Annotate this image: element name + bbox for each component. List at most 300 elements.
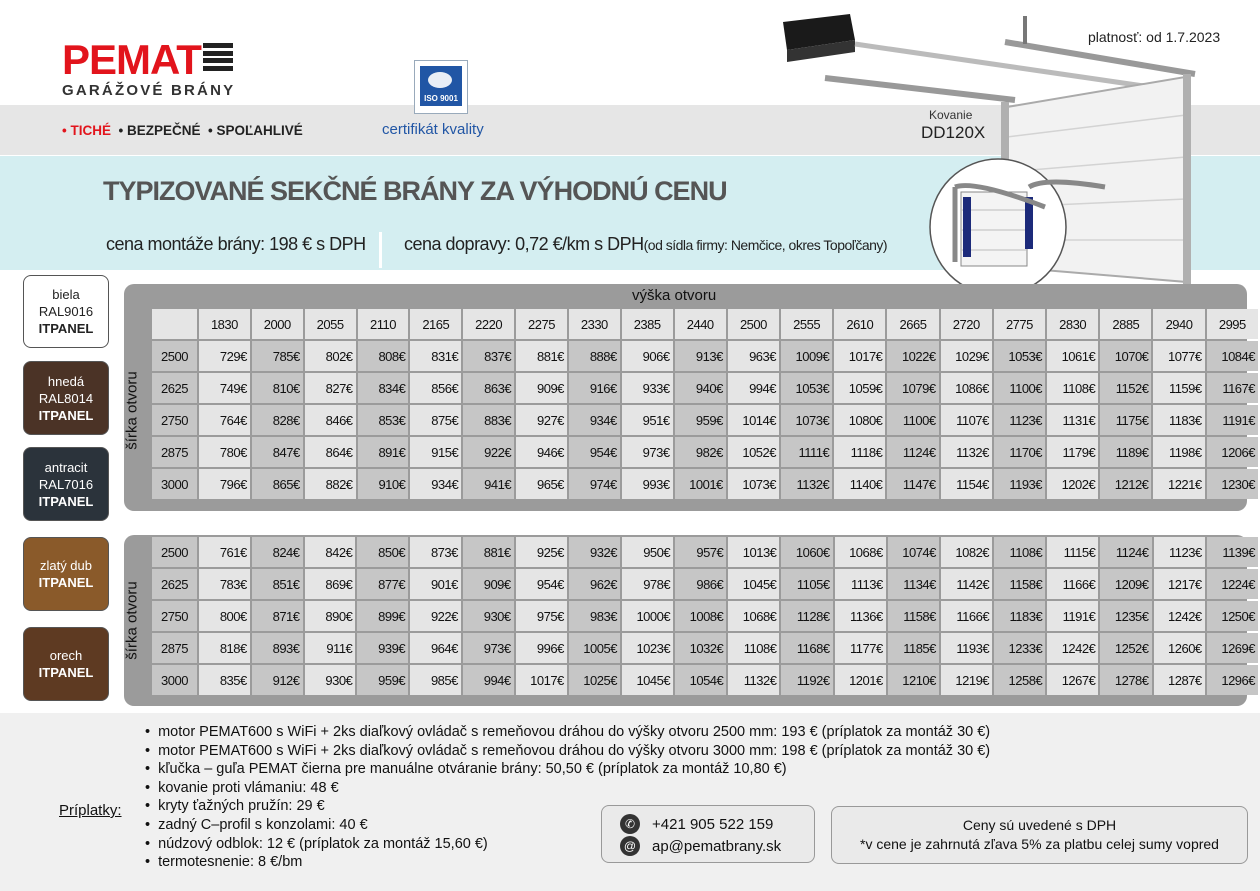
price-cell: 915€ bbox=[410, 437, 461, 467]
price-cell: 842€ bbox=[305, 537, 356, 567]
iso-certificate-badge bbox=[414, 60, 468, 114]
price-cell: 783€ bbox=[199, 569, 250, 599]
price-cell: 934€ bbox=[410, 469, 461, 499]
swatch-code: RAL8014 bbox=[38, 390, 94, 406]
height-header: 2940 bbox=[1153, 309, 1204, 339]
table-row bbox=[152, 665, 1258, 695]
price-cell: 939€ bbox=[357, 633, 408, 663]
price-cell: 1073€ bbox=[781, 405, 832, 435]
price-cell: 1210€ bbox=[888, 665, 939, 695]
width-header: 2750 bbox=[152, 405, 197, 435]
price-cell: 1001€ bbox=[675, 469, 726, 499]
brand-subtitle: GARÁŽOVÉ BRÁNY bbox=[62, 82, 236, 99]
price-cell: 856€ bbox=[410, 373, 461, 403]
price-cell: 834€ bbox=[358, 373, 409, 403]
price-cell: 1140€ bbox=[834, 469, 885, 499]
price-cell: 899€ bbox=[357, 601, 408, 631]
price-cell: 946€ bbox=[516, 437, 567, 467]
height-header: 2440 bbox=[675, 309, 726, 339]
logo-bars-icon bbox=[203, 43, 233, 77]
price-cell: 846€ bbox=[305, 405, 356, 435]
price-cell: 933€ bbox=[622, 373, 673, 403]
price-cell: 1059€ bbox=[834, 373, 885, 403]
price-cell: 1079€ bbox=[887, 373, 938, 403]
height-header-row bbox=[152, 309, 1258, 339]
price-cell: 994€ bbox=[463, 665, 514, 695]
price-cell: 1217€ bbox=[1154, 569, 1205, 599]
price-cell: 883€ bbox=[463, 405, 514, 435]
price-cell: 1068€ bbox=[728, 601, 779, 631]
price-cell: 1136€ bbox=[835, 601, 886, 631]
price-cell: 1175€ bbox=[1100, 405, 1151, 435]
list-item: • zadný C–profil s konzolami: 40 € bbox=[145, 816, 990, 835]
height-header: 2110 bbox=[358, 309, 409, 339]
price-cell: 1023€ bbox=[622, 633, 673, 663]
price-cell: 800€ bbox=[199, 601, 250, 631]
price-cell: 1000€ bbox=[622, 601, 673, 631]
price-cell: 993€ bbox=[622, 469, 673, 499]
extras-label: Príplatky: bbox=[59, 802, 122, 819]
swatch-name: zlatý dub bbox=[39, 558, 93, 573]
price-cell: 954€ bbox=[569, 437, 620, 467]
price-cell: 1198€ bbox=[1153, 437, 1204, 467]
phone-number: +421 905 522 159 bbox=[652, 815, 774, 833]
price-cell: 985€ bbox=[410, 665, 461, 695]
list-item: • motor PEMAT600 s WiFi + 2ks diaľkový ovládač s remeňovou dráhou do výšky otvoru 2500 mm: 193 € (príplatok za montáž 30 €) bbox=[145, 723, 990, 742]
certificate-text: certifikát kvality bbox=[382, 121, 484, 138]
price-cell: 909€ bbox=[516, 373, 567, 403]
price-cell: 871€ bbox=[252, 601, 303, 631]
price-cell: 909€ bbox=[463, 569, 514, 599]
price-note-box bbox=[831, 806, 1248, 864]
price-cell: 932€ bbox=[569, 537, 620, 567]
price-cell: 1209€ bbox=[1100, 569, 1151, 599]
price-cell: 881€ bbox=[463, 537, 514, 567]
phone-icon: ✆ bbox=[620, 814, 640, 834]
list-item: • núdzový odblok: 12 € (príplatok za montáž 15,60 €) bbox=[145, 835, 990, 854]
price-cell: 930€ bbox=[305, 665, 356, 695]
height-header: 2000 bbox=[252, 309, 303, 339]
height-header: 2555 bbox=[781, 309, 832, 339]
price-cell: 1108€ bbox=[728, 633, 779, 663]
price-cell: 1017€ bbox=[516, 665, 567, 695]
price-cell: 934€ bbox=[569, 405, 620, 435]
swatch-walnut bbox=[23, 627, 109, 701]
price-cell: 729€ bbox=[199, 341, 250, 371]
price-cell: 1185€ bbox=[888, 633, 939, 663]
price-cell: 824€ bbox=[252, 537, 303, 567]
slogan-3: SPOĽAHLIVÉ bbox=[216, 123, 303, 138]
price-cell: 1258€ bbox=[994, 665, 1045, 695]
price-cell: 1068€ bbox=[835, 537, 886, 567]
price-cell: 761€ bbox=[199, 537, 250, 567]
width-header: 2625 bbox=[152, 373, 197, 403]
price-cell: 1278€ bbox=[1100, 665, 1151, 695]
price-cell: 1202€ bbox=[1047, 469, 1098, 499]
price-cell: 1252€ bbox=[1100, 633, 1151, 663]
price-cell: 1189€ bbox=[1100, 437, 1151, 467]
price-cell: 913€ bbox=[675, 341, 726, 371]
height-header: 2275 bbox=[516, 309, 567, 339]
swatch-brown bbox=[23, 361, 109, 435]
price-cell: 906€ bbox=[622, 341, 673, 371]
contact-email[interactable] bbox=[620, 836, 781, 856]
height-header: 2500 bbox=[728, 309, 779, 339]
price-cell: 1082€ bbox=[941, 537, 992, 567]
height-header: 2665 bbox=[887, 309, 938, 339]
price-cell: 1124€ bbox=[887, 437, 938, 467]
price-cell: 1296€ bbox=[1207, 665, 1258, 695]
height-header: 2055 bbox=[305, 309, 356, 339]
height-header: 2995 bbox=[1207, 309, 1258, 339]
width-header: 2875 bbox=[152, 437, 197, 467]
table-row bbox=[152, 569, 1258, 599]
fitting-label: Kovanie bbox=[929, 108, 973, 122]
width-axis-label-2: šírka otvoru bbox=[123, 581, 141, 660]
price-cell: 1128€ bbox=[781, 601, 832, 631]
price-cell: 1107€ bbox=[941, 405, 992, 435]
height-header: 2610 bbox=[834, 309, 885, 339]
price-cell: 1142€ bbox=[941, 569, 992, 599]
price-cell: 1132€ bbox=[941, 437, 992, 467]
price-table-2 bbox=[150, 535, 1260, 697]
height-header: 2830 bbox=[1047, 309, 1098, 339]
price-cell: 1250€ bbox=[1207, 601, 1258, 631]
price-cell: 1193€ bbox=[941, 633, 992, 663]
price-cell: 1206€ bbox=[1207, 437, 1258, 467]
height-header: 2220 bbox=[463, 309, 514, 339]
list-item: • kľučka – guľa PEMAT čierna pre manuálne otváranie brány: 50,50 € (príplatok za montáž 10,80 €) bbox=[145, 760, 990, 779]
price-cell: 1139€ bbox=[1207, 537, 1258, 567]
at-icon: @ bbox=[620, 836, 640, 856]
price-cell: 1177€ bbox=[835, 633, 886, 663]
list-item: • kryty ťažných pružín: 29 € bbox=[145, 797, 990, 816]
corner-cell bbox=[152, 309, 197, 339]
price-cell: 796€ bbox=[199, 469, 250, 499]
price-cell: 957€ bbox=[675, 537, 726, 567]
price-cell: 1105€ bbox=[781, 569, 832, 599]
price-cell: 827€ bbox=[305, 373, 356, 403]
price-cell: 959€ bbox=[357, 665, 408, 695]
price-cell: 1212€ bbox=[1100, 469, 1151, 499]
price-cell: 954€ bbox=[516, 569, 567, 599]
swatch-type: ITPANEL bbox=[38, 493, 94, 509]
price-cell: 749€ bbox=[199, 373, 250, 403]
price-cell: 1191€ bbox=[1047, 601, 1098, 631]
price-cell: 850€ bbox=[357, 537, 408, 567]
table-row bbox=[152, 601, 1258, 631]
price-cell: 925€ bbox=[516, 537, 567, 567]
price-cell: 1235€ bbox=[1100, 601, 1151, 631]
price-cell: 1061€ bbox=[1047, 341, 1098, 371]
price-cell: 1166€ bbox=[1047, 569, 1098, 599]
price-cell: 1170€ bbox=[994, 437, 1045, 467]
price-cell: 1115€ bbox=[1047, 537, 1098, 567]
price-cell: 975€ bbox=[516, 601, 567, 631]
price-cell: 1022€ bbox=[887, 341, 938, 371]
price-cell: 1074€ bbox=[888, 537, 939, 567]
price-cell: 831€ bbox=[410, 341, 461, 371]
price-cell: 916€ bbox=[569, 373, 620, 403]
price-cell: 764€ bbox=[199, 405, 250, 435]
price-cell: 982€ bbox=[675, 437, 726, 467]
price-cell: 1166€ bbox=[941, 601, 992, 631]
height-header: 2885 bbox=[1100, 309, 1151, 339]
price-cell: 1154€ bbox=[941, 469, 992, 499]
price-cell: 1260€ bbox=[1154, 633, 1205, 663]
price-cell: 963€ bbox=[728, 341, 779, 371]
table-row bbox=[152, 633, 1258, 663]
price-cell: 1233€ bbox=[994, 633, 1045, 663]
height-header: 1830 bbox=[199, 309, 250, 339]
price-cell: 973€ bbox=[622, 437, 673, 467]
height-header: 2385 bbox=[622, 309, 673, 339]
price-cell: 869€ bbox=[305, 569, 356, 599]
price-cell: 1158€ bbox=[994, 569, 1045, 599]
validity-date: platnosť: od 1.7.2023 bbox=[1088, 29, 1221, 45]
price-cell: 901€ bbox=[410, 569, 461, 599]
note-line-1: Ceny sú uvedené s DPH bbox=[962, 817, 1117, 833]
price-cell: 1052€ bbox=[728, 437, 779, 467]
price-cell: 1183€ bbox=[994, 601, 1045, 631]
price-cell: 1224€ bbox=[1207, 569, 1258, 599]
price-cell: 853€ bbox=[358, 405, 409, 435]
brand-name: PEMAT bbox=[62, 36, 201, 83]
table-row bbox=[152, 405, 1258, 435]
table-row bbox=[152, 537, 1258, 567]
swatch-golden-oak bbox=[23, 537, 109, 611]
price-cell: 912€ bbox=[252, 665, 303, 695]
price-cell: 978€ bbox=[622, 569, 673, 599]
pemat-logo bbox=[62, 36, 236, 99]
price-cell: 1045€ bbox=[728, 569, 779, 599]
table-row bbox=[152, 469, 1258, 499]
price-cell: 810€ bbox=[252, 373, 303, 403]
price-cell: 881€ bbox=[516, 341, 567, 371]
width-axis-label-1: šírka otvoru bbox=[123, 371, 141, 450]
price-cell: 888€ bbox=[569, 341, 620, 371]
price-cell: 1123€ bbox=[994, 405, 1045, 435]
width-header: 2500 bbox=[152, 537, 197, 567]
fitting-code: DD120X bbox=[921, 123, 986, 142]
price-cell: 1029€ bbox=[941, 341, 992, 371]
price-cell: 835€ bbox=[199, 665, 250, 695]
swatch-type: ITPANEL bbox=[38, 575, 94, 590]
price-cell: 973€ bbox=[463, 633, 514, 663]
price-cell: 951€ bbox=[622, 405, 673, 435]
price-cell: 1168€ bbox=[781, 633, 832, 663]
width-header: 2750 bbox=[152, 601, 197, 631]
swatch-name: orech bbox=[49, 648, 83, 663]
iso-label: ISO 9001 bbox=[424, 94, 458, 103]
height-header: 2330 bbox=[569, 309, 620, 339]
price-cell: 818€ bbox=[199, 633, 250, 663]
swatch-type: ITPANEL bbox=[38, 407, 94, 423]
price-cell: 930€ bbox=[463, 601, 514, 631]
price-cell: 1287€ bbox=[1154, 665, 1205, 695]
price-cell: 1032€ bbox=[675, 633, 726, 663]
swatch-white bbox=[23, 275, 109, 348]
price-cell: 802€ bbox=[305, 341, 356, 371]
list-item: • kovanie proti vlámaniu: 48 € bbox=[145, 779, 990, 798]
price-cell: 1219€ bbox=[941, 665, 992, 695]
price-cell: 1070€ bbox=[1100, 341, 1151, 371]
height-header: 2165 bbox=[410, 309, 461, 339]
price-cell: 974€ bbox=[569, 469, 620, 499]
price-cell: 1100€ bbox=[887, 405, 938, 435]
price-cell: 1179€ bbox=[1047, 437, 1098, 467]
table-row bbox=[152, 341, 1258, 371]
price-cell: 922€ bbox=[410, 601, 461, 631]
width-header: 2875 bbox=[152, 633, 197, 663]
price-cell: 1073€ bbox=[728, 469, 779, 499]
price-cell: 1192€ bbox=[781, 665, 832, 695]
price-cell: 1242€ bbox=[1047, 633, 1098, 663]
price-cell: 882€ bbox=[305, 469, 356, 499]
slogan: • TICHÉ • BEZPEČNÉ • SPOĽAHLIVÉ bbox=[62, 123, 303, 138]
price-cell: 864€ bbox=[305, 437, 356, 467]
price-cell: 1152€ bbox=[1100, 373, 1151, 403]
price-cell: 1183€ bbox=[1153, 405, 1204, 435]
price-cell: 962€ bbox=[569, 569, 620, 599]
price-cell: 996€ bbox=[516, 633, 567, 663]
swatch-type: ITPANEL bbox=[38, 321, 94, 336]
price-cell: 1193€ bbox=[994, 469, 1045, 499]
price-cell: 1009€ bbox=[781, 341, 832, 371]
price-cell: 863€ bbox=[463, 373, 514, 403]
price-cell: 964€ bbox=[410, 633, 461, 663]
install-price: cena montáže brány: 198 € s DPH bbox=[106, 234, 366, 254]
height-header: 2775 bbox=[994, 309, 1045, 339]
price-cell: 1108€ bbox=[994, 537, 1045, 567]
price-cell: 950€ bbox=[622, 537, 673, 567]
slogan-2: BEZPEČNÉ bbox=[126, 123, 201, 138]
price-cell: 1005€ bbox=[569, 633, 620, 663]
price-cell: 1053€ bbox=[994, 341, 1045, 371]
price-cell: 1267€ bbox=[1047, 665, 1098, 695]
price-cell: 1242€ bbox=[1154, 601, 1205, 631]
price-cell: 1100€ bbox=[994, 373, 1045, 403]
price-cell: 1134€ bbox=[888, 569, 939, 599]
price-cell: 1086€ bbox=[941, 373, 992, 403]
price-cell: 1017€ bbox=[834, 341, 885, 371]
price-cell: 780€ bbox=[199, 437, 250, 467]
price-cell: 1084€ bbox=[1207, 341, 1258, 371]
price-cell: 986€ bbox=[675, 569, 726, 599]
price-cell: 893€ bbox=[252, 633, 303, 663]
price-cell: 875€ bbox=[410, 405, 461, 435]
price-cell: 1045€ bbox=[622, 665, 673, 695]
price-divider bbox=[379, 232, 382, 268]
list-item: • motor PEMAT600 s WiFi + 2ks diaľkový ovládač s remeňovou dráhou do výšky otvoru 3000 mm: 198 € (príplatok za montáž 30 €) bbox=[145, 742, 990, 761]
price-cell: 1201€ bbox=[835, 665, 886, 695]
swatch-type: ITPANEL bbox=[38, 665, 94, 680]
swatch-name: antracit bbox=[44, 459, 88, 475]
height-axis-label: výška otvoru bbox=[632, 287, 717, 304]
transport-price-main: cena dopravy: 0,72 €/km s DPH bbox=[404, 234, 644, 254]
slogan-1: TICHÉ bbox=[70, 123, 111, 138]
price-cell: 1060€ bbox=[781, 537, 832, 567]
price-cell: 1053€ bbox=[781, 373, 832, 403]
price-cell: 1080€ bbox=[834, 405, 885, 435]
price-cell: 1132€ bbox=[728, 665, 779, 695]
swatch-code: RAL7016 bbox=[38, 476, 94, 492]
swatch-name: hnedá bbox=[47, 373, 85, 389]
price-cell: 1077€ bbox=[1153, 341, 1204, 371]
price-cell: 1269€ bbox=[1207, 633, 1258, 663]
table-row bbox=[152, 373, 1258, 403]
price-cell: 911€ bbox=[305, 633, 356, 663]
swatch-anthracite bbox=[23, 447, 109, 521]
price-cell: 837€ bbox=[463, 341, 514, 371]
price-cell: 847€ bbox=[252, 437, 303, 467]
price-cell: 1123€ bbox=[1154, 537, 1205, 567]
price-cell: 877€ bbox=[357, 569, 408, 599]
page-title: TYPIZOVANÉ SEKČNÉ BRÁNY ZA VÝHODNÚ CENU bbox=[103, 176, 727, 206]
price-cell: 1221€ bbox=[1153, 469, 1204, 499]
swatch-name: biela bbox=[52, 287, 80, 302]
price-cell: 1124€ bbox=[1100, 537, 1151, 567]
price-cell: 1013€ bbox=[728, 537, 779, 567]
list-item: • termotesnenie: 8 €/bm bbox=[145, 853, 990, 872]
price-cell: 1191€ bbox=[1207, 405, 1258, 435]
price-cell: 1008€ bbox=[675, 601, 726, 631]
price-cell: 965€ bbox=[516, 469, 567, 499]
price-cell: 941€ bbox=[463, 469, 514, 499]
price-cell: 994€ bbox=[728, 373, 779, 403]
price-cell: 983€ bbox=[569, 601, 620, 631]
price-cell: 890€ bbox=[305, 601, 356, 631]
price-cell: 910€ bbox=[358, 469, 409, 499]
price-cell: 891€ bbox=[358, 437, 409, 467]
price-cell: 940€ bbox=[675, 373, 726, 403]
price-cell: 959€ bbox=[675, 405, 726, 435]
contact-phone[interactable] bbox=[620, 814, 773, 834]
price-cell: 865€ bbox=[252, 469, 303, 499]
note-line-2: *v cene je zahrnutá zľava 5% za platbu celej sumy vopred bbox=[860, 836, 1219, 852]
price-cell: 1054€ bbox=[675, 665, 726, 695]
price-cell: 1159€ bbox=[1153, 373, 1204, 403]
height-header: 2720 bbox=[941, 309, 992, 339]
swatch-code: RAL9016 bbox=[38, 304, 94, 319]
price-cell: 922€ bbox=[463, 437, 514, 467]
width-header: 3000 bbox=[152, 469, 197, 499]
table-row bbox=[152, 437, 1258, 467]
price-cell: 927€ bbox=[516, 405, 567, 435]
price-table-1 bbox=[150, 307, 1260, 501]
width-header: 2500 bbox=[152, 341, 197, 371]
price-cell: 1108€ bbox=[1047, 373, 1098, 403]
width-header: 2625 bbox=[152, 569, 197, 599]
garage-door-illustration bbox=[775, 12, 1205, 297]
price-cell: 1111€ bbox=[781, 437, 832, 467]
price-cell: 1025€ bbox=[569, 665, 620, 695]
price-cell: 1118€ bbox=[834, 437, 885, 467]
price-cell: 1158€ bbox=[888, 601, 939, 631]
price-cell: 1167€ bbox=[1207, 373, 1258, 403]
price-cell: 1014€ bbox=[728, 405, 779, 435]
price-cell: 873€ bbox=[410, 537, 461, 567]
price-cell: 1230€ bbox=[1207, 469, 1258, 499]
email-address: ap@pematbrany.sk bbox=[652, 837, 782, 855]
width-header: 3000 bbox=[152, 665, 197, 695]
contact-box bbox=[601, 805, 815, 863]
price-cell: 1147€ bbox=[887, 469, 938, 499]
price-cell: 1113€ bbox=[835, 569, 886, 599]
price-cell: 851€ bbox=[252, 569, 303, 599]
price-cell: 1131€ bbox=[1047, 405, 1098, 435]
price-cell: 1132€ bbox=[781, 469, 832, 499]
